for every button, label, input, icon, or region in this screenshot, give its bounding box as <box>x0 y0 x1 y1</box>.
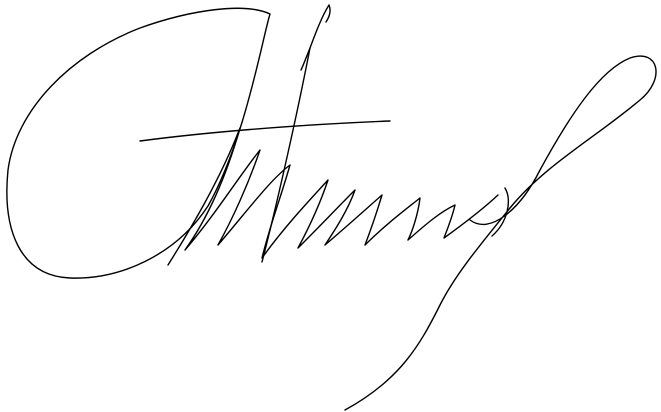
signature-crossbar <box>140 121 390 141</box>
signature-large-loop <box>7 8 270 278</box>
signature-top-flick <box>301 5 330 70</box>
signature-right-loop <box>345 56 656 410</box>
signature-zigzag <box>168 128 498 265</box>
